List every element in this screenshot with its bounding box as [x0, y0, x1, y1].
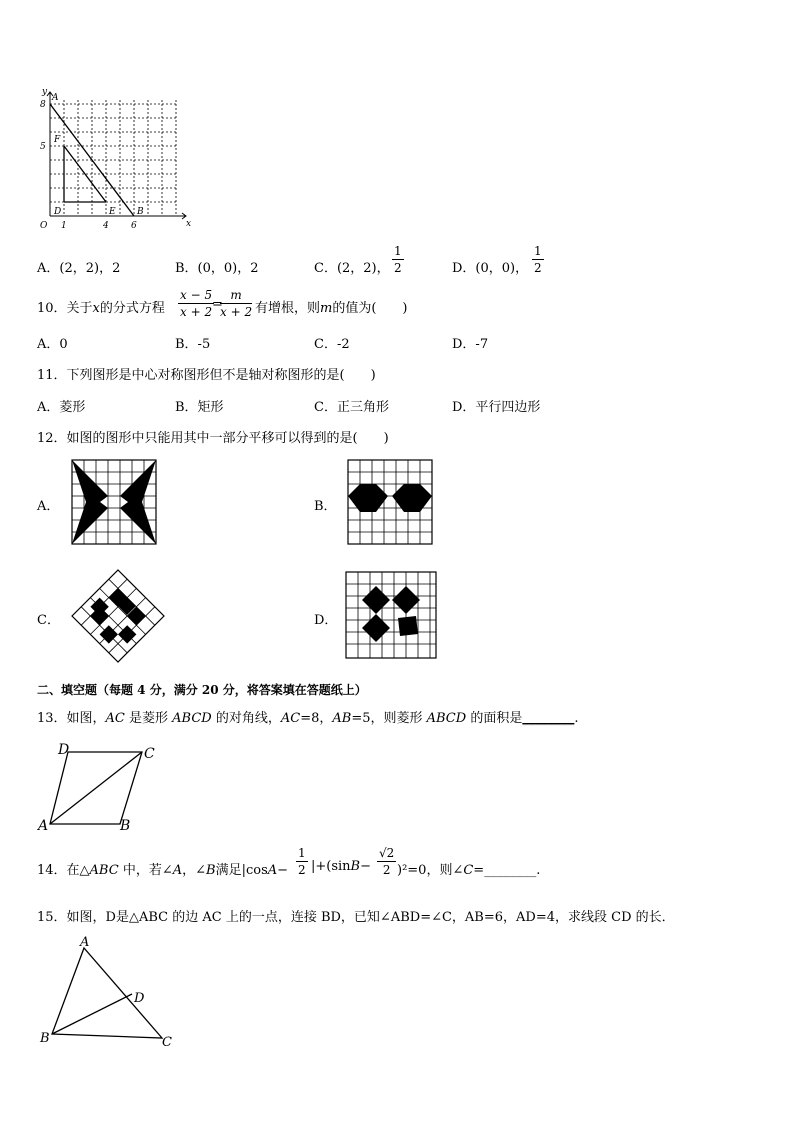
- fraction-numerator: 1: [298, 846, 306, 860]
- fraction-denominator: 2: [382, 863, 391, 877]
- q10-var-m: m: [320, 301, 333, 316]
- q13-stem: [37, 707, 578, 726]
- fraction-denominator: 2: [394, 261, 402, 275]
- q10-var-x: x: [92, 301, 100, 316]
- q14-var-c: C: [463, 863, 474, 878]
- q14-text-3: ，∠: [182, 863, 207, 878]
- q13-var-ab: AB: [332, 711, 352, 726]
- q12-option-b-label[interactable]: B．: [314, 499, 337, 514]
- q12-figure-a: [70, 458, 158, 546]
- graph-point-d: D: [54, 207, 62, 217]
- fraction-denominator: 2: [534, 261, 542, 275]
- q9-option-a[interactable]: A．(2，2)，2: [37, 261, 121, 276]
- q9-option-d[interactable]: [452, 257, 528, 276]
- triangle-abc: [52, 948, 162, 1038]
- q14-text-4: 满足|cos: [215, 863, 268, 878]
- q11-option-b[interactable]: B．矩形: [175, 400, 224, 415]
- q9-graph: [36, 86, 196, 232]
- q13-label-b: B: [120, 818, 131, 834]
- graph-point-a: A: [52, 93, 59, 103]
- q9-option-d-fraction: [532, 245, 544, 274]
- graph-xtick-1: 1: [61, 221, 67, 231]
- q14-text-1: 14．在△: [37, 863, 90, 878]
- q9-option-c-fraction: [392, 245, 404, 274]
- q14-text-5: −: [277, 863, 289, 878]
- graph-origin: O: [40, 221, 48, 231]
- q10-post: 有增根，则: [255, 301, 321, 316]
- q14-var-b: B: [206, 863, 216, 878]
- q14-stem-1: [37, 859, 288, 878]
- q13-text-4: =8，: [300, 711, 333, 726]
- fraction-numerator: 1: [534, 244, 542, 258]
- q15-label-c: C: [162, 1035, 172, 1050]
- graph-xtick-6: 6: [131, 221, 137, 231]
- shape-left: [72, 460, 108, 544]
- shape-right: [120, 460, 156, 544]
- q9-option-c[interactable]: [314, 257, 390, 276]
- q10-stem-end: [255, 297, 408, 316]
- q13-var-abcd-2: ABCD: [426, 711, 467, 726]
- q11-option-c[interactable]: C．正三角形: [314, 400, 389, 415]
- q10-post2: 的值为( ): [332, 301, 408, 316]
- q13-text-2: 是菱形: [124, 711, 173, 726]
- q10-option-c[interactable]: C．-2: [314, 337, 350, 352]
- graph-point-e: E: [109, 207, 116, 217]
- q13-var-ac-2: AC: [280, 711, 301, 726]
- q14-stem-2: [311, 859, 371, 874]
- diamond-bottom-left: [362, 614, 390, 642]
- fraction-denominator: x + 2: [180, 305, 213, 319]
- q15-label-b: B: [40, 1031, 50, 1046]
- square-bottom-right: [398, 616, 418, 636]
- q14-var-a: A: [172, 863, 183, 878]
- q12-stem: 12．如图的图形中只能用其中一部分平移可以得到的是( ): [37, 431, 389, 446]
- graph-axes: [47, 92, 186, 219]
- q10-right-fraction: [220, 289, 252, 318]
- section-2-title: 二、填空题（每题 4 分，满分 20 分，将答案填在答题纸上）: [37, 683, 367, 697]
- q14-fraction-root2: [377, 847, 396, 876]
- q15-stem: 15．如图，D是△ABC 的边 AC 上的一点，连接 BD，已知∠ABD=∠C，AB=6，AD=4，求线段 CD 的长．: [37, 910, 675, 925]
- q10-mid: 的分式方程: [99, 301, 165, 316]
- q11-option-d[interactable]: D．平行四边形: [452, 400, 541, 415]
- q10-left-fraction: [178, 289, 214, 318]
- q9-option-b[interactable]: B．(0，0)，2: [175, 261, 259, 276]
- graph-ylabel: y: [42, 87, 48, 97]
- q13-text-1: 13．如图，: [37, 711, 106, 726]
- diamond-top-left: [362, 586, 390, 614]
- q10-prefix: 10．关于: [37, 301, 93, 316]
- graph-point-b: B: [137, 207, 144, 217]
- q13-text-6: 的面积是: [466, 711, 523, 726]
- q12-figure-c: [68, 568, 168, 664]
- graph-xlabel: x: [186, 219, 192, 229]
- q14-text-7: −: [360, 859, 372, 874]
- fraction-numerator: m: [220, 289, 252, 304]
- q13-label-a: A: [38, 818, 49, 834]
- q11-stem: 11．下列图形是中心对称图形但不是轴对称图形的是( ): [37, 368, 376, 383]
- q15-label-a: A: [80, 935, 90, 950]
- q10-option-a[interactable]: A．0: [37, 337, 68, 352]
- graph-point-f: F: [54, 135, 61, 145]
- q13-end: .: [574, 711, 579, 726]
- graph-ytick-8: 8: [40, 100, 46, 110]
- q14-fraction-half: [296, 847, 308, 876]
- q13-answer-blank[interactable]: ________: [522, 711, 575, 726]
- q13-var-ac: AC: [105, 711, 125, 726]
- q14-var-abc: ABC: [89, 863, 119, 878]
- q10-option-b[interactable]: B．-5: [175, 337, 211, 352]
- q12-option-c-label[interactable]: C．: [37, 613, 60, 628]
- q12-figure-d: [344, 570, 438, 660]
- q11-option-a[interactable]: A．菱形: [37, 400, 86, 415]
- q13-text-3: 的对角线，: [211, 711, 281, 726]
- graph-ytick-5: 5: [40, 142, 46, 152]
- q13-label-d: D: [58, 742, 70, 758]
- q14-text-6: |+(sin: [311, 859, 351, 874]
- q10-option-d[interactable]: D．-7: [452, 337, 489, 352]
- q14-var-b-2: B: [350, 859, 361, 874]
- q13-text-5: =5，则菱形: [351, 711, 427, 726]
- q9-option-c-text: C．(2，2)，: [314, 261, 390, 276]
- q14-text-2: 中，若∠: [118, 863, 173, 878]
- q15-label-d: D: [134, 991, 145, 1006]
- graph-xtick-4: 4: [103, 221, 109, 231]
- fraction-numerator: √2: [379, 846, 395, 860]
- diamond-top-right: [392, 586, 420, 614]
- q14-var-a-2: A: [267, 863, 278, 878]
- q12-option-a-label[interactable]: A．: [37, 499, 60, 514]
- fraction-denominator: 2: [298, 863, 306, 877]
- q10-equals: =: [212, 297, 223, 312]
- q14-stem-3: [397, 859, 540, 878]
- fraction-denominator: x + 2: [220, 305, 253, 319]
- q13-label-c: C: [144, 746, 155, 762]
- diagonal-ac: [50, 752, 142, 824]
- q14-answer-blank[interactable]: =________.: [473, 863, 541, 878]
- q12-option-d-label[interactable]: D．: [314, 613, 338, 628]
- q15-triangle-figure: [36, 934, 186, 1050]
- q9-option-d-text: D．(0，0)，: [452, 261, 529, 276]
- q13-rhombus-figure: [36, 740, 166, 834]
- q14-text-8: )²=0，则∠: [397, 863, 464, 878]
- fraction-numerator: 1: [394, 244, 402, 258]
- q12-figure-b: [346, 458, 434, 546]
- q10-stem-start: [37, 297, 165, 316]
- graph-grid: [50, 100, 178, 216]
- fraction-numerator: x − 5: [180, 288, 213, 302]
- q13-var-abcd: ABCD: [172, 711, 212, 726]
